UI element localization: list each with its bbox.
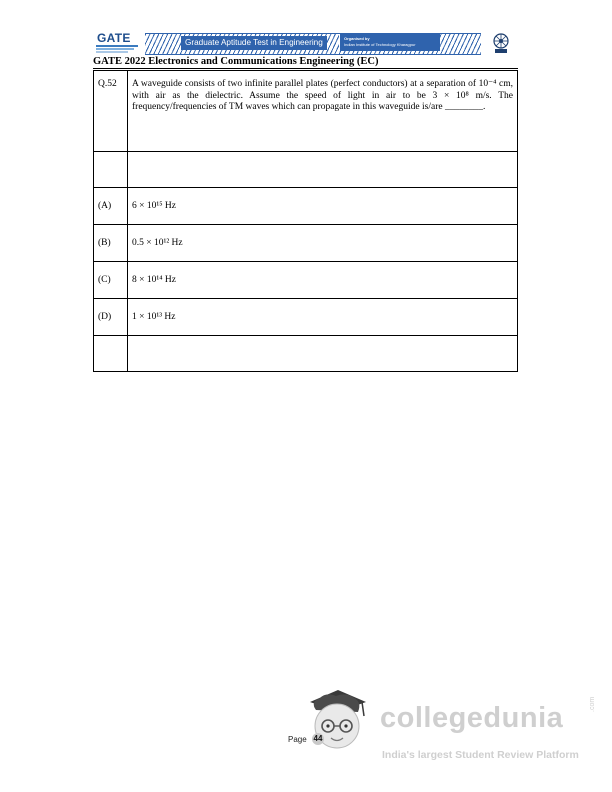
option-value: 1 × 10¹³ Hz [132, 312, 176, 322]
paper-title: GATE 2022 Electronics and Communications Engineering (EC) [93, 56, 518, 69]
question-text: A waveguide consists of two infinite parallel plates (perfect conductors) at a separation of 10⁻⁴ cm, with air as the dielectric. Assume the speed of light in air to be 3 × 10⁸ m/s. The frequency/frequencies of TM waves which can propagate in this waveguide is/are ________. [132, 79, 513, 112]
option-label: (D) [98, 312, 112, 322]
header-banner [93, 29, 518, 56]
collegedunia-tagline: India's largest Student Review Platform [382, 749, 579, 761]
page-label: Page [288, 735, 307, 744]
page-number: 44 [313, 734, 323, 743]
blank-row [94, 336, 518, 372]
option-row [94, 262, 518, 299]
question-number: Q.52 [98, 79, 117, 89]
organizer-label: Organised by [344, 36, 370, 41]
option-row [94, 299, 518, 336]
organizer-name: Indian Institute of Technology Kharagpur [344, 42, 416, 47]
gate-logo [93, 29, 143, 56]
gate-logo-text: GATE [97, 31, 131, 45]
banner-organizer [339, 34, 440, 51]
question-table [93, 70, 518, 372]
option-label: (B) [98, 238, 111, 248]
banner-title: Graduate Aptitude Test in Engineering [181, 36, 327, 50]
mascot-icon [296, 680, 380, 764]
iit-emblem-icon [489, 31, 513, 55]
gate-logo-bars [96, 45, 138, 54]
question-row [94, 71, 518, 152]
option-row [94, 188, 518, 225]
option-row [94, 225, 518, 262]
option-label: (C) [98, 275, 111, 285]
blank-row [94, 152, 518, 188]
collegedunia-brand: collegedunia [380, 702, 564, 734]
option-value: 8 × 10¹⁴ Hz [132, 275, 176, 285]
collegedunia-suffix: .com [589, 696, 596, 712]
option-value: 0.5 × 10¹² Hz [132, 238, 183, 248]
option-label: (A) [98, 201, 112, 211]
option-value: 6 × 10¹⁵ Hz [132, 201, 176, 211]
